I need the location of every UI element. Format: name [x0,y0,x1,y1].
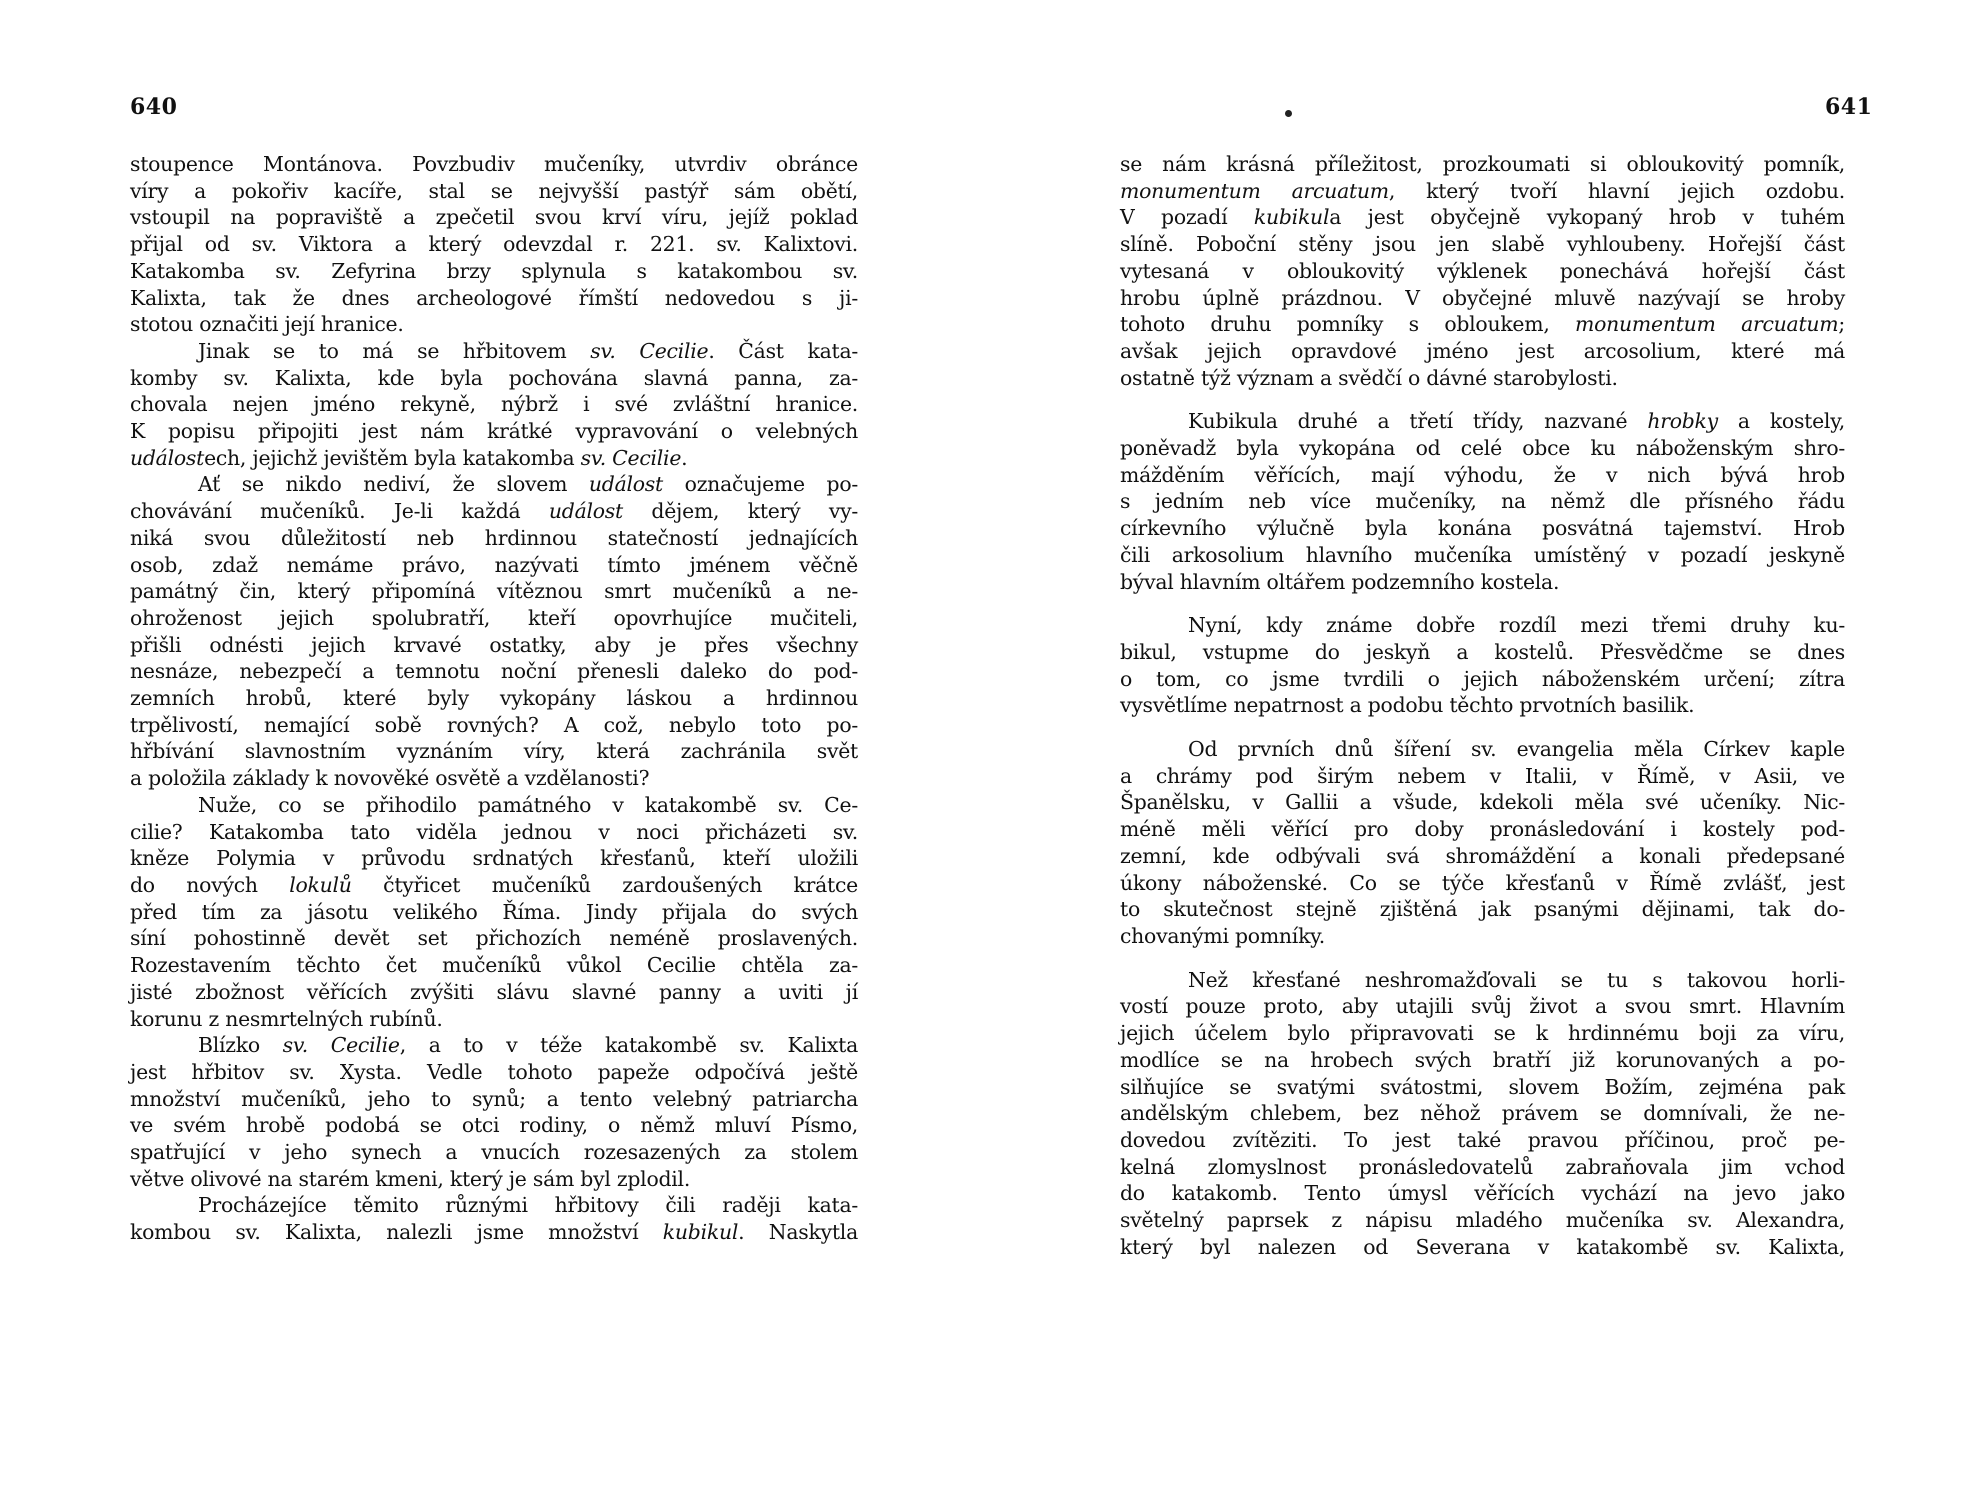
text-line: Kalixta, tak že dnes archeologové římští nedovedou s ji- [130,285,858,310]
text-line: andělským chlebem, bez něhož právem se domnívali, že ne- [1120,1101,1845,1126]
text-line: Než křesťané neshromažďovali se tu s takovou horli- [1188,967,1845,992]
text-line: do katakomb. Tento úmysl věřících vychází na jevo jako [1120,1181,1845,1206]
text-line: tohoto druhu pomníky s obloukem, monumentum arcuatum; [1120,312,1845,337]
text-line: poněvadž byla vykopána od celé obce ku náboženským shro- [1120,436,1845,461]
text-line: chovávání mučeníků. Je-li každá událost dějem, který vy- [130,499,858,524]
text-line: do nových lokulů čtyřicet mučeníků zardoušených krátce [130,872,858,897]
text-line: mážděním věřících, mají výhodu, že v nich bývá hrob [1120,462,1845,487]
text-line: zemní, kde odbývali svá shromáždění a konali předepsané [1120,843,1845,868]
text-line: vysvětlíme nepatrnost a podobu těchto prvotních basilik. [1120,693,1695,718]
text-line: a chrámy pod širým nebem v Italii, v Římě, v Asii, ve [1120,763,1845,788]
page-text [130,151,858,1246]
paragraph [1120,408,1845,595]
text-line: avšak jejich opravdové jméno jest arcosolium, které má [1120,338,1845,363]
text-line: Od prvních dnů šíření sv. evangelia měla Církev kaple [1188,737,1845,762]
text-line: s jedním neb více mučeníky, na němž dle přísného řádu [1120,489,1845,514]
text-line: který byl nalezen od Severana v katakombě sv. Kalixta, [1120,1234,1845,1259]
paragraph [1120,736,1845,950]
text-line: Nuže, co se přihodilo památného v katakombě sv. Ce- [198,792,858,817]
text-line: korunu z nesmrtelných rubínů. [130,1006,443,1031]
text-line: přišli odnésti jejich krvavé ostatky, aby je přes všechny [130,632,858,657]
paragraph [130,338,858,472]
text-line: osob, zdaž nemáme právo, nazývati tímto jménem věčně [130,552,858,577]
text-line: Nyní, kdy známe dobře rozdíl mezi třemi druhy ku- [1188,613,1845,638]
text-line: množství mučeníků, jeho to synů; a tento velebný patriarcha [130,1086,858,1111]
right-page [985,0,1970,1501]
paragraph [1120,151,1845,391]
text-line: událostech, jejichž jevištěm byla katakomba sv. Cecilie. [130,445,688,470]
page-number: 641 [1825,94,1873,120]
text-line: jisté zbožnost věřících zvýšiti slávu slavné panny a uviti jí [130,979,858,1004]
text-line: Ať se nikdo nediví, že slovem událost označujeme po- [198,472,858,497]
paragraph-gap [1120,391,1845,408]
text-line: chovanými pomníky. [1120,923,1325,948]
text-line: úkony náboženské. Co se týče křesťanů v Římě zvlášť, jest [1120,870,1845,895]
paragraph [130,792,858,1032]
text-line: stotou označiti její hranice. [130,312,404,337]
text-line: Rozestavením těchto čet mučeníků vůkol Cecilie chtěla za- [130,953,858,978]
paragraph-gap [1120,719,1845,736]
text-line: nesnáze, nebezpečí a temnotu noční přenesli daleko do pod- [130,659,858,684]
text-line: ohroženost jejich spolubratří, kteří opovrhujíce mučiteli, [130,605,858,630]
text-line: jejich účelem bylo připravovati se k hrdinnému boji za víru, [1120,1021,1845,1046]
text-line: Španělsku, v Gallii a všude, kdekoli měla své učeníky. Nic- [1120,790,1845,815]
text-line: hřbívání slavnostním vyznáním víry, která zachránila svět [130,739,858,764]
text-line: V pozadí kubikula jest obyčejně vykopaný hrob v tuhém [1120,205,1845,230]
text-line: větve olivové na starém kmeni, který je sám byl zplodil. [130,1166,691,1191]
text-line: před tím za jásotu velikého Říma. Jindy přijala do svých [130,899,858,924]
text-line: vostí pouze proto, aby utajili svůj život a svou smrt. Hlavním [1120,994,1845,1019]
paragraph-gap [1120,595,1845,612]
paragraph [1120,967,1845,1261]
text-line: jest hřbitov sv. Xysta. Vedle tohoto papeže odpočívá ještě [130,1059,858,1084]
text-line: cilie? Katakomba tato viděla jednou v noci přicházeti sv. [130,819,858,844]
text-line: méně měli věřící pro doby pronásledování i kostely pod- [1120,817,1845,842]
text-line: přijal od sv. Viktora a který odevzdal r. 221. sv. Kalixtovi. [130,232,858,257]
text-line: dovedou zvítěziti. To jest také pravou příčinou, proč pe- [1120,1127,1845,1152]
text-line: o tom, co jsme tvrdili o jejich náboženském určení; zítra [1120,666,1845,691]
page-text [1120,151,1845,1260]
text-line: síní pohostinně devět set přichozích neméně proslavených. [130,926,858,951]
text-line: Blízko sv. Cecilie, a to v téže katakombě sv. Kalixta [198,1033,858,1058]
text-line: čili arkosolium hlavního mučeníka umístěný v pozadí jeskyně [1120,542,1845,567]
text-line: světelný paprsek z nápisu mladého mučeníka sv. Alexandra, [1120,1208,1845,1233]
text-line: stoupence Montánova. Povzbudiv mučeníky, utvrdiv obránce [130,152,858,176]
text-line: kombou sv. Kalixta, nalezli jsme množství kubikul. Naskytla [130,1220,858,1245]
text-line: modlíce se na hrobech svých bratří již korunovaných a po- [1120,1047,1845,1072]
text-line: to skutečnost stejně zjištěná jak psanými dějinami, tak do- [1120,897,1845,922]
text-line: Jinak se to má se hřbitovem sv. Cecilie. Část kata- [198,338,858,363]
text-line: kelná zlomyslnost pronásledovatelů zabraňovala jim vchod [1120,1154,1845,1179]
text-line: K popisu připojiti jest nám krátké vypravování o velebných [130,419,858,444]
paragraph [1120,612,1845,719]
text-line: trpělivostí, nemající sobě rovných? A což, nebylo toto po- [130,712,858,737]
text-line: se nám krásná příležitost, prozkoumati si obloukovitý pomník, [1120,152,1845,176]
text-line: ostatně týž význam a svědčí o dávné starobylosti. [1120,365,1618,390]
text-line: spatřující v jeho synech a vnucích rozesazených za stolem [130,1140,858,1165]
text-line: slíně. Poboční stěny jsou jen slabě vyhloubeny. Hořejší část [1120,232,1845,257]
text-line: a položila základy k novověké osvětě a vzdělanosti? [130,766,650,791]
text-line: památný čin, který připomíná vítěznou smrt mučeníků a ne- [130,579,858,604]
paragraph-gap [1120,950,1845,967]
text-line: víry a pokořiv kacíře, stal se nejvyšší pastýř sám obětí, [130,178,858,203]
text-line: silňujíce se svatými svátostmi, slovem Božím, zejména pak [1120,1074,1845,1099]
text-line: kněze Polymia v průvodu srdnatých křesťanů, kteří uložili [130,846,858,871]
paragraph [130,1192,858,1245]
paragraph [130,1032,858,1192]
text-line: ve svém hrobě podobá se otci rodiny, o němž mluví Písmo, [130,1113,858,1138]
text-line: niká svou důležitostí neb hrdinnou statečností jednajících [130,525,858,550]
text-line: zemních hrobů, které byly vykopány láskou a hrdinnou [130,686,858,711]
text-line: vstoupil na popraviště a zpečetil svou krví víru, jejíž poklad [130,205,858,230]
text-line: býval hlavním oltářem podzemního kostela. [1120,569,1560,594]
text-line: komby sv. Kalixta, kde byla pochována slavná panna, za- [130,365,858,390]
text-line: bikul, vstupme do jeskyň a kostelů. Přesvědčme se dnes [1120,639,1845,664]
text-line: Kubikula druhé a třetí třídy, nazvané hrobky a kostely, [1188,409,1845,434]
paragraph [130,471,858,791]
text-line: Procházejíce těmito různými hřbitovy čili raději kata- [198,1193,858,1218]
text-line: Katakomba sv. Zefyrina brzy splynula s katakombou sv. [130,258,858,283]
text-line: hrobu úplně prázdnou. V obyčejné mluvě nazývají se hroby [1120,285,1845,310]
paragraph [130,151,858,338]
text-line: vytesaná v obloukovitý výklenek ponechává hořejší část [1120,258,1845,283]
text-line: církevního výlučně byla konána posvátná tajemství. Hrob [1120,516,1845,541]
text-line: chovala nejen jméno rekyně, nýbrž i své zvláštní hranice. [130,392,858,417]
page-number: 640 [130,94,178,120]
text-line: monumentum arcuatum, který tvoří hlavní jejich ozdobu. [1120,178,1845,203]
